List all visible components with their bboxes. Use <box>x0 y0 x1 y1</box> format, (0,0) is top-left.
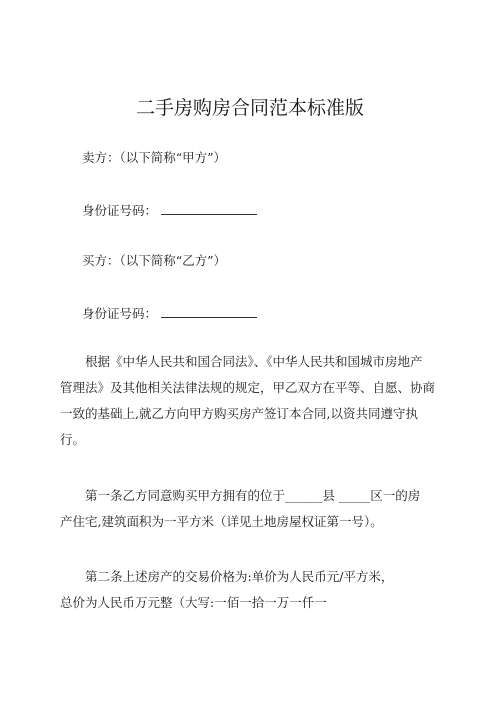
intro-line: 行。 <box>60 432 86 447</box>
buyer-id-row <box>82 306 257 322</box>
buyer-line: 买方：（以下简称“乙方”） <box>82 253 227 268</box>
seller-line: 卖方：（以下简称“甲方”） <box>82 150 227 165</box>
document-title: 二手房购房合同范本标准版 <box>135 97 364 119</box>
intro-line: 管理法》及其他相关法律法规的规定，甲乙双方在平等、自愿、协商 <box>60 380 436 395</box>
seller-id-blank <box>161 203 257 215</box>
buyer-id-label: 身份证号码： <box>82 306 158 321</box>
article-1-line: 产住宅,建筑面积为一平方米（详见土地房屋权证第一号）。 <box>60 514 383 529</box>
seller-id-row <box>82 203 257 219</box>
article-1-paragraph <box>60 483 440 535</box>
article-2-paragraph <box>60 564 440 616</box>
intro-line: 根据《中华人民共和国合同法》、《中华人民共和国城市房地产 <box>85 354 423 369</box>
buyer-id-blank <box>161 306 257 318</box>
seller-id-label: 身份证号码： <box>82 203 158 218</box>
article-2-line: 第二条上述房产的交易价格为:单价为人民币元/平方米， <box>85 569 394 584</box>
intro-line: 一致的基础上,就乙方向甲方购买房产签订本合同,以资共同遵守执 <box>60 406 418 421</box>
article-1-line: 第一条乙方同意购买甲方拥有的位于______县 _____区一的房 <box>85 488 421 503</box>
intro-paragraph <box>60 349 440 453</box>
article-2-line: 总价为人民币万元整（大写:一佰一拾一万一仟一 <box>60 595 327 610</box>
